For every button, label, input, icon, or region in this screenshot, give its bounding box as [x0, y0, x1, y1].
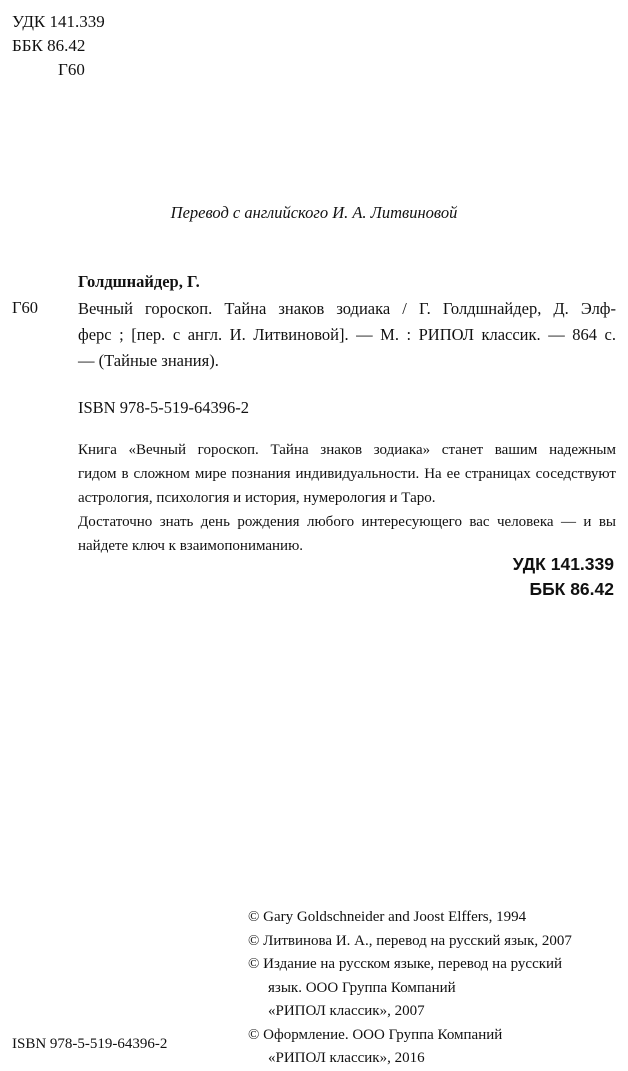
- copyright-line: © Gary Goldschneider and Joost Elffers, 1994: [248, 909, 527, 925]
- author-mark: Г60: [58, 60, 85, 79]
- bbk-code: ББК 86.42: [12, 36, 86, 55]
- description-line: — (Тайные знания).: [78, 351, 219, 370]
- copyright-line: © Издание на русском языке, перевод на русский: [248, 956, 563, 972]
- translation-note: Перевод с английского И. А. Литвиновой: [170, 203, 458, 222]
- copyright-line: язык. ООО Группа Компаний: [268, 979, 456, 996]
- copyright-line: © Литвинова И. А., перевод на русский язык, 2007: [248, 932, 572, 949]
- bibliographic-description: [78, 296, 616, 374]
- isbn: ISBN 978-5-519-64396-2: [78, 398, 249, 417]
- description-line: Вечный гороскоп. Тайна знаков зодиака / Г. Голдшнайдер, Д. Элф-: [78, 299, 616, 318]
- classification-codes-bottom: [513, 552, 614, 602]
- annotation-line: найдете ключ к взаимопониманию.: [78, 538, 304, 554]
- annotation-line: Книга «Вечный гороскоп. Тайна знаков зодиака» станет вашим надежным: [78, 442, 616, 458]
- isbn-bottom: ISBN 978-5-519-64396-2: [12, 1036, 168, 1052]
- copyright-line: © Оформление. ООО Группа Компаний: [248, 1026, 503, 1043]
- classification-codes-top: [12, 10, 105, 82]
- annotation: [78, 438, 616, 558]
- description-line: ферс ; [пер. с англ. И. Литвиновой]. — М. : РИПОЛ классик. — 864 с.: [78, 325, 616, 344]
- annotation-line: Достаточно знать день рождения любого интересующего вас человека — и вы: [78, 514, 616, 530]
- author-heading: Голдшнайдер, Г.: [78, 272, 200, 291]
- udk-code: УДК 141.339: [12, 12, 105, 31]
- record-author-mark: Г60: [12, 298, 39, 317]
- copyright-block: [248, 906, 618, 1071]
- annotation-line: гидом в сложном мире познания индивидуальности. На ее страницах соседствуют: [78, 466, 616, 482]
- annotation-line: астрология, психология и история, нумерология и Таро.: [78, 490, 436, 506]
- bbk-code-bold: ББК 86.42: [529, 579, 614, 599]
- copyright-line: «РИПОЛ классик», 2007: [268, 1003, 425, 1019]
- copyright-line: «РИПОЛ классик», 2016: [268, 1050, 425, 1066]
- udk-code-bold: УДК 141.339: [512, 554, 614, 574]
